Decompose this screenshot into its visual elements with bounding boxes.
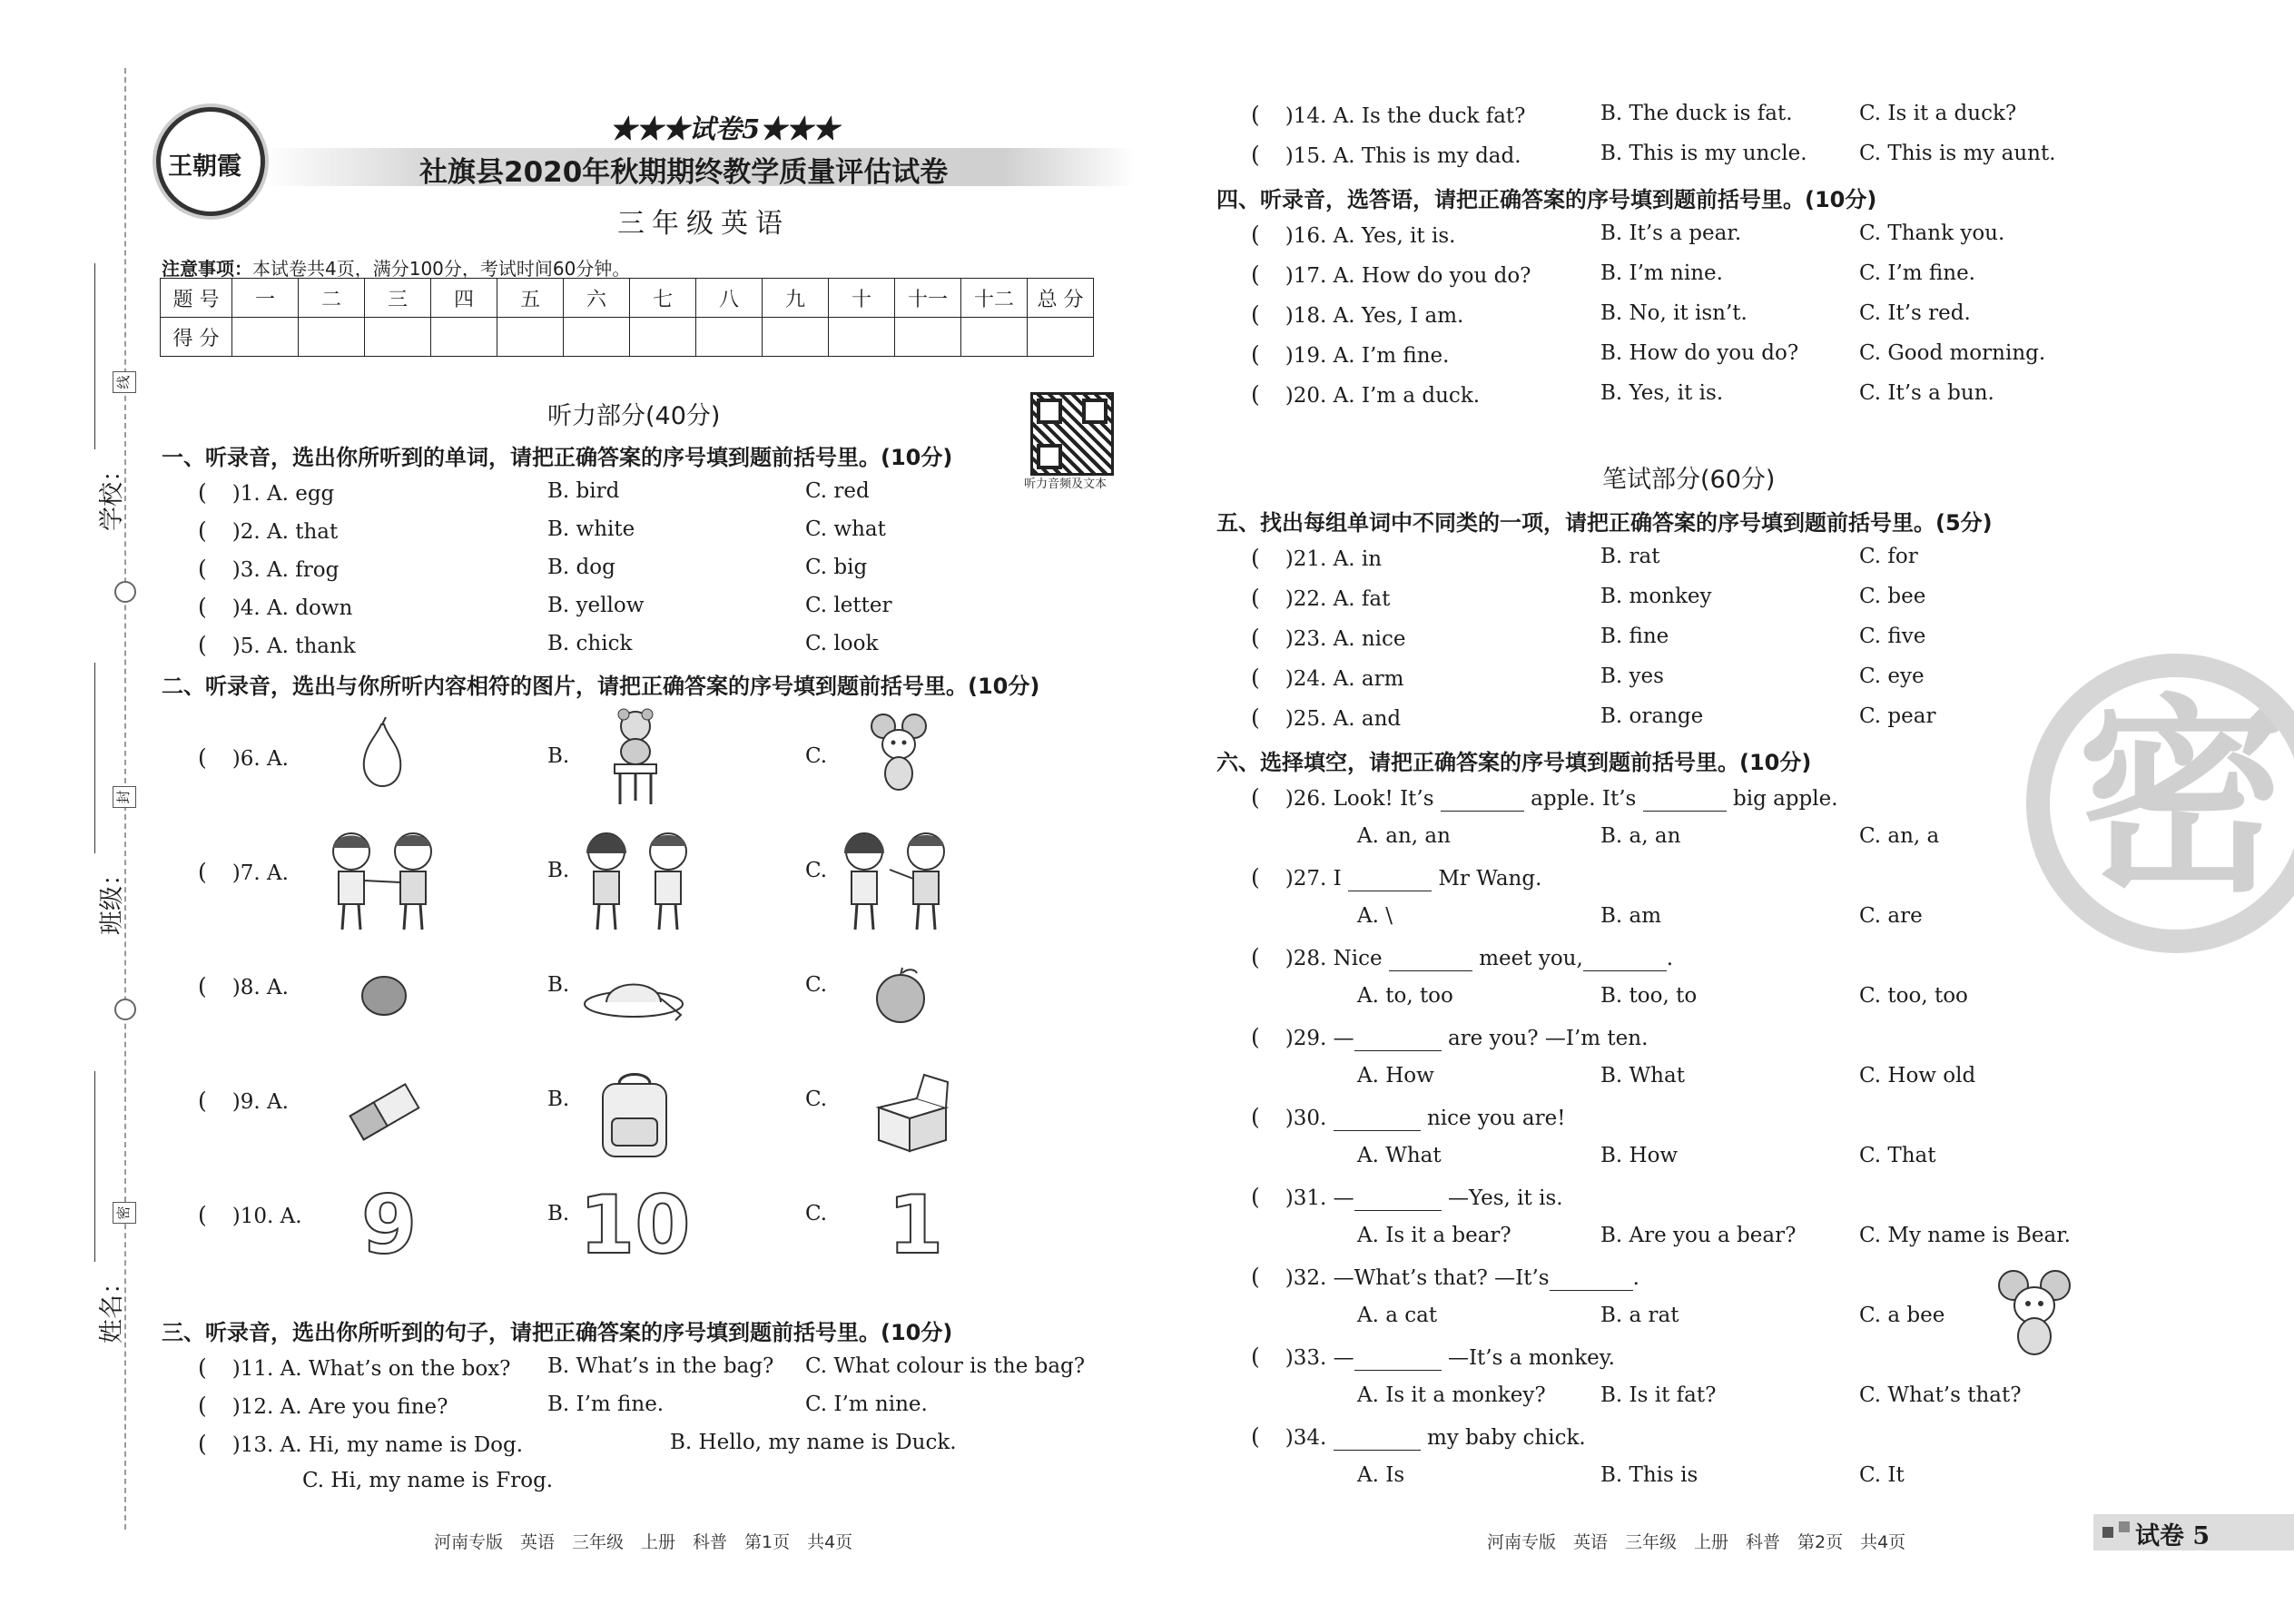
option-c: C. letter (805, 594, 892, 617)
question-num-a: )5. A. thank (231, 635, 356, 658)
score-header-cell: 十一 (895, 279, 961, 318)
section5-title: 五、找出每组单词中不同类的一项，请把正确答案的序号填到题前括号里。(5分) (1216, 510, 1993, 536)
answer-blank[interactable] (1354, 1186, 1442, 1211)
option-c: C. big (805, 556, 868, 579)
question-28[interactable]: ( )28. Nice meet you, . (1251, 944, 1674, 970)
option-c: C. How old (1859, 1064, 1976, 1088)
question-item[interactable]: ( )12. A. Are you fine? (198, 1393, 448, 1419)
option-b: B. rat (1600, 545, 1660, 568)
option-b: B. orange (1600, 704, 1704, 728)
q29-part1: )29. — (1285, 1027, 1354, 1050)
option-c: C. (805, 744, 828, 768)
option-c: C. eye (1859, 664, 1925, 688)
question-item[interactable]: ( )25. A. and (1251, 704, 1402, 731)
option-b: B. It’s a pear. (1600, 221, 1742, 245)
two-kids-greeting-icon (322, 826, 445, 933)
option-c: C. (805, 1088, 828, 1111)
option-c: C. My name is Bear. (1859, 1224, 2071, 1247)
q31-part1: )31. — (1285, 1186, 1354, 1210)
option-a: A. an, an (1357, 824, 1451, 848)
score-cell[interactable] (829, 318, 895, 357)
question-27[interactable]: ( )27. I Mr Wang. (1251, 864, 1542, 891)
question-31[interactable]: ( )31. — —Yes, it is. (1251, 1184, 1563, 1210)
question-num-a: )10. A. (231, 1205, 302, 1228)
question-num-a: )9. A. (231, 1090, 289, 1114)
option-a: A. How (1357, 1064, 1434, 1088)
option-b: B. (547, 973, 570, 997)
question-num-a: )25. A. and (1285, 707, 1402, 731)
score-table-header-row (161, 279, 1094, 318)
question-item[interactable]: ( )3. A. frog (198, 556, 340, 582)
answer-blank[interactable] (1354, 1346, 1442, 1371)
mark-mi: 密 (113, 1202, 136, 1224)
question-item[interactable]: ( )13. A. Hi, my name is Dog. (198, 1431, 524, 1457)
school-label: 学校： (98, 458, 126, 531)
score-header-cell: 六 (564, 279, 630, 318)
question-30[interactable]: ( )30. nice you are! (1251, 1104, 1566, 1130)
score-header-cell: 十 (829, 279, 895, 318)
section6-title: 六、选择填空，请把正确答案的序号填到题前括号里。(10分) (1216, 750, 1812, 775)
score-cell[interactable] (763, 318, 829, 357)
option-c: C. what (805, 517, 886, 541)
score-cell[interactable] (431, 318, 497, 357)
mark-xian: 线 (113, 371, 136, 393)
question-num-a: )20. A. I’m a duck. (1285, 384, 1481, 408)
option-b: B. I’m fine. (547, 1393, 665, 1416)
score-header-cell: 一 (232, 279, 299, 318)
answer-blank[interactable] (1441, 787, 1524, 812)
question-num-a: )7. A. (231, 861, 289, 885)
question-33[interactable]: ( )33. — —It’s a monkey. (1251, 1343, 1615, 1370)
two-kids-pointing-icon (835, 826, 958, 933)
question-item[interactable]: ( )4. A. down (198, 594, 353, 620)
apple-icon (871, 966, 930, 1024)
name-label: 姓名： (98, 1270, 126, 1343)
q32-part2: . (1632, 1266, 1639, 1290)
section3-title: 三、听录音，选出你所听到的句子，请把正确答案的序号填到题前括号里。(10分) (162, 1320, 953, 1345)
option-b: B. This is my uncle. (1600, 142, 1807, 165)
question-num-a: )19. A. I’m fine. (1285, 344, 1450, 368)
option-b: B. The duck is fat. (1600, 102, 1793, 125)
series-badge: ★★★试卷5★★★ (610, 113, 840, 144)
option-c: C. look (805, 632, 879, 655)
option-c: C. I’m fine. (1859, 261, 1975, 285)
q26-part2: apple. It’s (1531, 787, 1637, 811)
score-header-cell: 十二 (961, 279, 1028, 318)
score-header-cell: 题 号 (161, 279, 232, 318)
score-header-cell: 三 (365, 279, 431, 318)
listening-part-title: 听力部分(40分) (547, 402, 721, 430)
question-item[interactable]: ( )11. A. What’s on the box? (198, 1354, 511, 1381)
subject-title: 三年级英语 (617, 208, 790, 240)
secret-watermark-seal (2026, 654, 2294, 953)
option-b: B. How do you do? (1600, 341, 1799, 365)
option-c: C. too, too (1859, 984, 1968, 1008)
egg-icon (359, 973, 409, 1019)
q27-part1: )27. I (1285, 867, 1342, 891)
q27-part2: Mr Wang. (1438, 867, 1542, 891)
score-cell[interactable] (1028, 318, 1094, 357)
school-underline (94, 263, 95, 449)
option-b: B. a, an (1600, 824, 1681, 848)
option-c: C. Hi, my name is Frog. (302, 1469, 554, 1492)
question-item[interactable]: ( )18. A. Yes, I am. (1251, 301, 1464, 328)
question-num-a: )6. A. (231, 747, 289, 771)
logo (156, 107, 265, 216)
option-c: C. This is my aunt. (1859, 142, 2056, 165)
score-cell[interactable] (895, 318, 961, 357)
section2-title: 二、听录音，选出与你所听内容相符的图片，请把正确答案的序号填到题前括号里。(10分) (162, 674, 1040, 699)
question-num-a: )13. A. Hi, my name is Dog. (231, 1433, 524, 1457)
number-one-icon: 1 (888, 1178, 944, 1272)
option-b: B. What (1600, 1064, 1685, 1088)
question-32[interactable]: ( )32. —What’s that? —It’s . (1251, 1264, 1639, 1290)
question-item[interactable]: ( )7. A. (198, 859, 289, 885)
option-b: B. yellow (547, 594, 645, 617)
option-c: C. (805, 1202, 828, 1225)
q28-part2: meet you, (1479, 947, 1583, 970)
option-c: C. Is it a duck? (1859, 102, 2017, 125)
option-c: C. I’m nine. (805, 1393, 928, 1416)
bear-on-stool-icon (604, 706, 667, 808)
question-item[interactable]: ( )15. A. This is my dad. (1251, 142, 1521, 168)
question-item[interactable]: ( )23. A. nice (1251, 625, 1406, 651)
option-b: B. Are you a bear? (1600, 1224, 1797, 1247)
question-item[interactable]: ( )24. A. arm (1251, 664, 1404, 691)
option-a: A. to, too (1357, 984, 1453, 1008)
option-b: B. (547, 1202, 570, 1225)
score-cell[interactable] (232, 318, 299, 357)
option-b: B. Hello, my name is Duck. (670, 1431, 957, 1454)
option-b: B. (547, 1088, 570, 1111)
answer-blank[interactable] (1583, 947, 1667, 971)
option-a: A. What (1357, 1144, 1442, 1167)
question-item[interactable]: ( )17. A. How do you do? (1251, 261, 1531, 288)
question-item[interactable]: ( )9. A. (198, 1088, 289, 1114)
schoolbag-icon (594, 1068, 675, 1162)
answer-blank[interactable] (1334, 1107, 1421, 1131)
question-num-a: )23. A. nice (1285, 627, 1406, 651)
answer-blank[interactable] (1643, 787, 1727, 812)
number-nine-icon: 9 (361, 1178, 418, 1272)
option-b: B. monkey (1600, 585, 1712, 608)
option-a: A. Is (1357, 1463, 1405, 1487)
question-num-a: )2. A. that (231, 520, 339, 544)
option-b: B. am (1600, 904, 1662, 928)
q34-part1: )34. (1285, 1426, 1327, 1450)
question-num-a: )14. A. Is the duck fat? (1285, 104, 1526, 128)
q33-part2: —It’s a monkey. (1447, 1346, 1615, 1370)
pencil-case-icon (343, 1077, 425, 1146)
score-table-input-row (161, 318, 1094, 357)
option-c: C. bee (1859, 585, 1926, 608)
option-c: C. for (1859, 545, 1918, 568)
question-num-a: )24. A. arm (1285, 667, 1404, 691)
option-b: B. yes (1600, 664, 1664, 688)
option-b: B. (547, 859, 570, 882)
question-num-a: )3. A. frog (231, 558, 340, 582)
question-item[interactable]: ( )1. A. egg (198, 479, 335, 506)
score-table (160, 278, 1094, 357)
q34-part2: my baby chick. (1426, 1426, 1586, 1450)
option-c: C. are (1859, 904, 1923, 928)
number-ten-icon: 10 (579, 1178, 691, 1272)
logo-text: 王朝霞 (168, 153, 241, 181)
score-cell[interactable] (630, 318, 696, 357)
class-label: 班级： (98, 861, 126, 935)
mark-feng: 封 (113, 786, 136, 808)
section1-title: 一、听录音，选出你所听到的单词，请把正确答案的序号填到题前括号里。(10分) (162, 445, 953, 470)
score-row-label: 得 分 (161, 318, 232, 357)
binding-hole-icon (114, 999, 136, 1020)
writing-part-title: 笔试部分(60分) (1602, 466, 1776, 494)
option-b: B. I’m nine. (1600, 261, 1723, 285)
pear-icon (350, 717, 413, 790)
answer-blank[interactable] (1354, 1027, 1442, 1051)
option-b: B. a rat (1600, 1304, 1679, 1327)
score-cell[interactable] (365, 318, 431, 357)
section4-title: 四、听录音，选答语，请把正确答案的序号填到题前括号里。(10分) (1216, 187, 1877, 212)
score-header-cell: 二 (299, 279, 365, 318)
option-c: C. pear (1859, 704, 1936, 728)
question-item[interactable]: ( )16. A. Yes, it is. (1251, 221, 1456, 248)
score-header-cell: 四 (431, 279, 497, 318)
q30-part1: )30. (1285, 1107, 1327, 1130)
score-cell[interactable] (299, 318, 365, 357)
option-c: C. That (1859, 1144, 1936, 1167)
option-a: A. a cat (1357, 1304, 1438, 1327)
option-a: A. Is it a bear? (1357, 1224, 1511, 1247)
score-header-cell: 五 (497, 279, 564, 318)
option-b: B. This is (1600, 1463, 1698, 1487)
qr-caption: 听力音频及文本 (1024, 477, 1108, 491)
question-num-a: )12. A. Are you fine? (231, 1395, 448, 1419)
mouse-icon (867, 710, 930, 801)
q28-part1: )28. Nice (1285, 947, 1383, 970)
question-num-a: )15. A. This is my dad. (1285, 144, 1521, 168)
q30-part2: nice you are! (1426, 1107, 1566, 1130)
option-b: B. fine (1600, 625, 1669, 648)
q33-part1: )33. — (1285, 1346, 1354, 1370)
q26-part1: )26. Look! It’s (1285, 787, 1434, 811)
answer-blank[interactable] (1389, 947, 1472, 971)
score-cell[interactable] (696, 318, 763, 357)
watermark-char: 密 (2077, 678, 2287, 920)
question-item[interactable]: ( )5. A. thank (198, 632, 356, 658)
footer-badge (2093, 1514, 2294, 1550)
footer-badge-text: 试卷 5 (2135, 1522, 2210, 1550)
question-34[interactable]: ( )34. my baby chick. (1251, 1423, 1586, 1450)
question-item[interactable]: ( )19. A. I’m fine. (1251, 341, 1450, 368)
option-b: B. white (547, 517, 635, 541)
qr-code-icon (1030, 392, 1114, 476)
question-num-a: )18. A. Yes, I am. (1285, 304, 1464, 328)
option-b: B. too, to (1600, 984, 1698, 1008)
question-item[interactable]: ( )2. A. that (198, 517, 339, 544)
option-c: C. (805, 859, 828, 882)
option-a: A. Is it a monkey? (1357, 1383, 1546, 1407)
question-item[interactable]: ( )20. A. I’m a duck. (1251, 381, 1481, 408)
score-cell[interactable] (564, 318, 630, 357)
box-icon (871, 1071, 953, 1153)
two-kids-waving-icon (577, 826, 700, 933)
option-b: B. What’s in the bag? (547, 1354, 774, 1378)
score-header-cell: 九 (763, 279, 829, 318)
q28-part3: . (1666, 947, 1674, 970)
exam-title: 社旗县2020年秋期期终教学质量评估试卷 (419, 156, 949, 189)
q29-part2: are you? —I’m ten. (1447, 1027, 1649, 1050)
question-num-a: )16. A. Yes, it is. (1285, 224, 1456, 248)
score-header-cell: 总 分 (1028, 279, 1094, 318)
option-c: C. (805, 973, 828, 997)
question-item[interactable]: ( )10. A. (198, 1202, 302, 1228)
question-num-a: )8. A. (231, 976, 289, 999)
answer-blank[interactable] (1334, 1426, 1421, 1451)
option-a: A. \ (1357, 904, 1393, 928)
q26-part3: big apple. (1732, 787, 1838, 811)
option-c: C. an, a (1859, 824, 1940, 848)
question-num-a: )11. A. What’s on the box? (231, 1357, 511, 1381)
name-underline (94, 1071, 95, 1262)
footer-right: 河南专版 英语 三年级 上册 科普 第2页 共4页 (1487, 1532, 1906, 1552)
option-b: B. Is it fat? (1600, 1383, 1717, 1407)
question-num-a: )22. A. fat (1285, 587, 1391, 611)
question-item[interactable]: ( )6. A. (198, 744, 289, 771)
option-c: C. What colour is the bag? (805, 1354, 1086, 1378)
answer-blank[interactable] (1348, 867, 1432, 891)
option-c: C. It (1859, 1463, 1905, 1487)
score-header-cell: 八 (696, 279, 763, 318)
score-header-cell: 七 (630, 279, 696, 318)
question-num-a: )17. A. How do you do? (1285, 264, 1531, 288)
option-c: C. It’s a bun. (1859, 381, 1994, 405)
rat-cartoon-icon (1994, 1265, 2075, 1360)
question-num-a: )21. A. in (1285, 547, 1383, 571)
question-26[interactable]: ( )26. Look! It’s apple. It’s big apple. (1251, 784, 1838, 811)
notice-text: 本试卷共4页，满分100分，考试时间60分钟。 (252, 258, 631, 280)
question-num-a: )1. A. egg (231, 482, 335, 506)
option-b: B. bird (547, 479, 620, 503)
score-cell[interactable] (961, 318, 1028, 357)
option-b: B. How (1600, 1144, 1679, 1167)
class-underline (94, 663, 95, 853)
question-item[interactable]: ( )21. A. in (1251, 545, 1383, 571)
option-b: B. dog (547, 556, 615, 579)
q32-part1: )32. —What’s that? —It’s (1285, 1266, 1550, 1290)
question-29[interactable]: ( )29. — are you? —I’m ten. (1251, 1024, 1649, 1050)
option-c: C. Thank you. (1859, 221, 2005, 245)
binding-hole-icon (114, 581, 136, 603)
option-c: C. What’s that? (1859, 1383, 2022, 1407)
option-c: C. a bee (1859, 1304, 1945, 1327)
notice (162, 254, 630, 281)
option-b: B. (547, 744, 570, 768)
q31-part2: —Yes, it is. (1447, 1186, 1563, 1210)
footer-left: 河南专版 英语 三年级 上册 科普 第1页 共4页 (434, 1532, 853, 1552)
question-item[interactable]: ( )14. A. Is the duck fat? (1251, 102, 1526, 128)
question-item[interactable]: ( )22. A. fat (1251, 585, 1391, 611)
question-item[interactable]: ( )8. A. (198, 973, 289, 999)
option-b: B. No, it isn’t. (1600, 301, 1748, 325)
score-cell[interactable] (497, 318, 564, 357)
option-c: C. five (1859, 625, 1926, 648)
option-b: B. Yes, it is. (1600, 381, 1724, 405)
option-c: C. It’s red. (1859, 301, 1971, 325)
hat-icon (581, 971, 690, 1022)
option-c: C. Good morning. (1859, 341, 2046, 365)
option-b: B. chick (547, 632, 633, 655)
option-c: C. red (805, 479, 870, 503)
answer-blank[interactable] (1550, 1266, 1633, 1291)
question-num-a: )4. A. down (231, 596, 353, 620)
notice-label: 注意事项： (162, 258, 252, 280)
